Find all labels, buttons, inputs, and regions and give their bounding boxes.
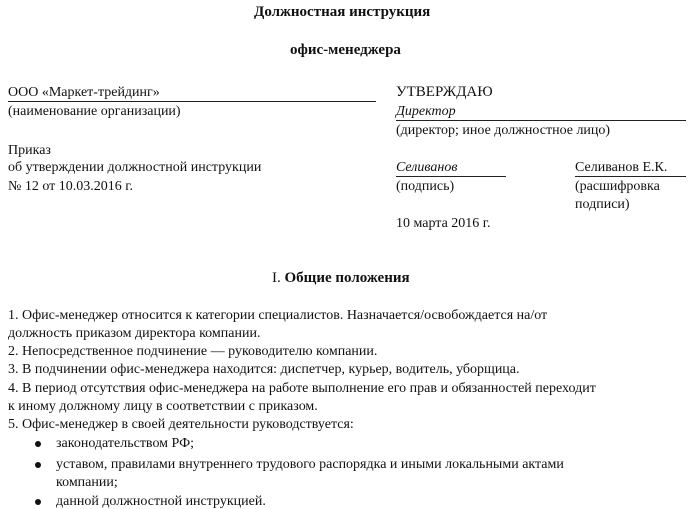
item-5: 5. Офис-менеджер в своей деятельности руководствуется: [8, 417, 354, 432]
item-2: 2. Непосредственное подчинение — руководителю компании. [8, 344, 378, 359]
signature-decoding-caption-2: подписи) [575, 197, 630, 212]
order-number: № 12 от 10.03.2016 г. [8, 179, 133, 194]
bullet-3: данной должностной инструкцией. [56, 494, 266, 509]
bullet-1: законодательством РФ; [56, 436, 195, 451]
item-1-line-2: должность приказом директора компании. [8, 326, 261, 341]
bullet-dot-icon [35, 441, 41, 447]
bullet-2-line-1: уставом, правилами внутреннего трудового распорядка и иными локальными актами [56, 457, 564, 472]
signature: Селиванов [396, 159, 506, 177]
section-number: I. [272, 270, 281, 286]
bullet-dot-icon [35, 499, 41, 505]
item-3: 3. В подчинении офис-менеджера находится: диспетчер, курьер, водитель, уборщица. [8, 362, 520, 377]
item-4-line-1: 4. В период отсутствия офис-менеджера на работе выполнение его прав и обязанностей переходит [8, 381, 596, 396]
signature-decoding-caption-1: (расшифровка [575, 179, 660, 194]
signature-caption: (подпись) [396, 179, 455, 194]
section-title: Общие положения [284, 270, 410, 286]
item-4-line-2: к иному должному лицу в соответствии с приказом. [8, 399, 318, 414]
bullet-2-line-2: компании; [56, 475, 118, 490]
section-heading [272, 270, 410, 287]
document-subtitle: офис-менеджера [290, 42, 401, 58]
order-subject: об утверждении должностной инструкции [8, 160, 262, 175]
order-word: Приказ [8, 143, 51, 158]
approver-position-caption: (директор; иное должностное лицо) [396, 123, 611, 138]
signature-decoding: Селиванов Е.К. [575, 159, 686, 177]
org-caption: (наименование организации) [8, 104, 181, 119]
approver-position: Директор [396, 103, 686, 121]
document-title: Должностная инструкция [254, 4, 431, 20]
approval-date: 10 марта 2016 г. [396, 216, 491, 231]
bullet-dot-icon [35, 462, 41, 468]
item-1-line-1: 1. Офис-менеджер относится к категории специалистов. Назначается/освобождается на/от [8, 308, 548, 323]
org-name: ООО «Маркет-трейдинг» [8, 84, 376, 102]
approve-label: УТВЕРЖДАЮ [396, 84, 493, 100]
